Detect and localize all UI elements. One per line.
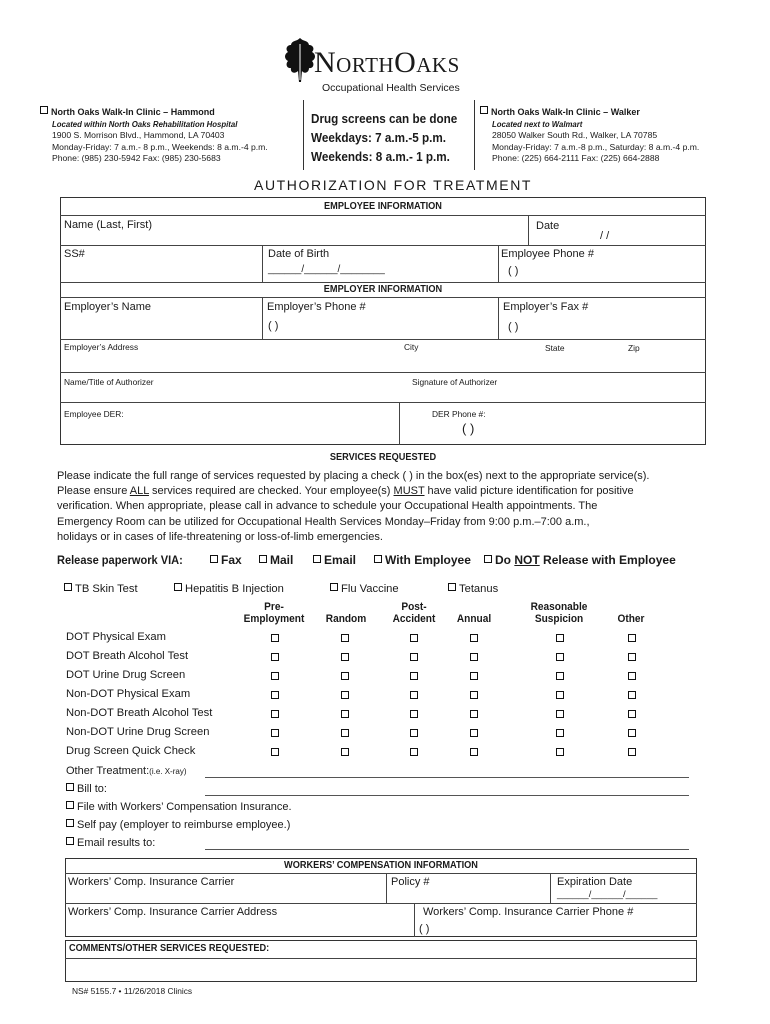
column-header: Other: [617, 613, 645, 625]
workers-comp-option[interactable]: File with Workers’ Compensation Insurance.: [66, 801, 292, 813]
wc-address-label[interactable]: Workers’ Comp. Insurance Carrier Address: [68, 906, 278, 918]
clinic-walker: [480, 106, 699, 165]
service-checkbox[interactable]: [556, 634, 564, 642]
comments-heading: COMMENTS/OTHER SERVICES REQUESTED:: [69, 943, 270, 954]
email-results[interactable]: Email results to:: [66, 837, 155, 849]
column-header: Reasonable Suspicion: [530, 601, 588, 625]
der-phone-label[interactable]: DER Phone #:: [432, 409, 486, 419]
service-checkbox[interactable]: [271, 691, 279, 699]
drug-screen-line3: Weekends: 8 a.m.- 1 p.m.: [311, 149, 450, 164]
employer-name-label[interactable]: Employer’s Name: [64, 301, 152, 313]
drug-screen-hours: [311, 109, 457, 166]
der-label[interactable]: Employee DER:: [64, 409, 124, 419]
service-checkbox[interactable]: [410, 634, 418, 642]
service-checkbox[interactable]: [271, 653, 279, 661]
oak-leaf-icon: [282, 36, 318, 84]
instruction-line: Please indicate the full range of services requested by placing a check ( ) in the box(es) next to the appropriate service(s).: [57, 470, 650, 482]
services-heading: SERVICES REQUESTED: [329, 452, 437, 463]
service-checkbox[interactable]: [271, 634, 279, 642]
release-with-employee[interactable]: With Employee: [374, 553, 471, 567]
service-row-label: Non-DOT Urine Drug Screen: [66, 726, 210, 738]
clinic-hammond-phone: Phone: (985) 230-5942 Fax: (985) 230-5683: [52, 153, 221, 164]
employer-fax-blank: ( ): [508, 321, 519, 333]
service-checkbox[interactable]: [556, 710, 564, 718]
instruction-line: verification. When appropriate, please call in advance to schedule your Occupational Health appointments. The: [57, 500, 598, 513]
service-checkbox[interactable]: [271, 710, 279, 718]
service-checkbox[interactable]: [410, 672, 418, 680]
release-fax[interactable]: Fax: [210, 553, 242, 567]
wc-carrier-label[interactable]: Workers’ Comp. Insurance Carrier: [68, 876, 235, 888]
service-checkbox[interactable]: [341, 634, 349, 642]
checkbox-icon[interactable]: [480, 106, 488, 114]
service-checkbox[interactable]: [410, 710, 418, 718]
clinic-walker-location: Located next to Walmart: [492, 119, 583, 129]
signature-label[interactable]: Signature of Authorizer: [412, 377, 498, 387]
clinic-hammond-hours: Monday-Friday: 7 a.m.- 8 p.m., Weekends: 8 a.m.-4 p.m.: [52, 141, 268, 152]
divider: [474, 100, 475, 170]
service-checkbox[interactable]: [271, 748, 279, 756]
service-checkbox[interactable]: [628, 710, 636, 718]
city-label[interactable]: City: [404, 342, 419, 352]
instruction-line: holidays or in cases of life-threatening or loss-of-limb emergencies.: [57, 530, 383, 543]
hepatitis-b-injection[interactable]: Hepatitis B Injection: [174, 583, 284, 595]
service-checkbox[interactable]: [628, 634, 636, 642]
tb-skin-test[interactable]: TB Skin Test: [64, 583, 138, 595]
drug-screen-line2: Weekdays: 7 a.m.-5 p.m.: [311, 130, 447, 145]
service-checkbox[interactable]: [470, 672, 478, 680]
service-checkbox[interactable]: [470, 748, 478, 756]
service-checkbox[interactable]: [410, 748, 418, 756]
clinic-hammond: [40, 106, 268, 165]
service-checkbox[interactable]: [470, 729, 478, 737]
service-checkbox[interactable]: [556, 748, 564, 756]
drug-screen-line1: Drug screens can be done: [311, 111, 458, 126]
service-checkbox[interactable]: [628, 729, 636, 737]
service-checkbox[interactable]: [628, 748, 636, 756]
zip-label[interactable]: Zip: [628, 343, 640, 353]
release-email[interactable]: Email: [313, 553, 356, 567]
der-phone-blank: ( ): [462, 421, 475, 436]
wc-heading: WORKERS’ COMPENSATION INFORMATION: [284, 860, 478, 871]
employee-name-label[interactable]: Name (Last, First): [64, 219, 153, 231]
service-checkbox[interactable]: [470, 634, 478, 642]
wc-policy-label[interactable]: Policy #: [391, 876, 430, 888]
column-header: Pre- Employment: [243, 601, 305, 625]
employer-address-label[interactable]: Employer’s Address: [64, 342, 139, 352]
state-label[interactable]: State: [545, 343, 565, 353]
column-header: Random: [325, 613, 367, 625]
service-checkbox[interactable]: [341, 672, 349, 680]
self-pay-option[interactable]: Self pay (employer to reimburse employee.): [66, 819, 290, 831]
release-do-not[interactable]: Do NOT Release with Employee: [484, 553, 676, 567]
clinic-hammond-location: Located within North Oaks Rehabilitation Hospital: [52, 119, 238, 129]
tetanus[interactable]: Tetanus: [448, 583, 498, 595]
service-checkbox[interactable]: [341, 710, 349, 718]
service-checkbox[interactable]: [341, 653, 349, 661]
service-checkbox[interactable]: [628, 653, 636, 661]
dob-blank: ______/______/________: [268, 264, 385, 275]
bill-to[interactable]: Bill to:: [66, 783, 107, 795]
wc-phone-label[interactable]: Workers’ Comp. Insurance Carrier Phone #: [423, 906, 634, 918]
service-checkbox[interactable]: [470, 710, 478, 718]
logo-subtitle: Occupational Health Services: [322, 82, 460, 94]
dob-label[interactable]: Date of Birth: [268, 248, 330, 260]
checkbox-icon[interactable]: [40, 106, 48, 114]
wc-phone-blank: ( ): [419, 923, 430, 935]
divider: [303, 100, 304, 170]
service-checkbox[interactable]: [341, 691, 349, 699]
service-row-label: DOT Physical Exam: [66, 631, 166, 643]
service-checkbox[interactable]: [271, 672, 279, 680]
instruction-line: Emergency Room can be utilized for Occupational Health Services Monday–Friday from 9:00 p.m.–7:00 a.m.,: [57, 515, 590, 528]
service-checkbox[interactable]: [410, 653, 418, 661]
employee-phone-label[interactable]: Employee Phone #: [501, 248, 594, 260]
clinic-walker-title: North Oaks Walk-In Clinic – Walker: [491, 107, 640, 117]
service-checkbox[interactable]: [628, 672, 636, 680]
flu-vaccine[interactable]: Flu Vaccine: [330, 583, 399, 595]
logo: [282, 36, 522, 98]
service-row-label: Non-DOT Physical Exam: [66, 688, 191, 700]
column-header: Post- Accident: [392, 601, 436, 625]
clinic-hammond-address: 1900 S. Morrison Blvd., Hammond, LA 70403: [52, 130, 225, 141]
instruction-line: Please ensure ALL services required are checked. Your employee(s) MUST have valid picture identification for positive: [57, 485, 634, 498]
services-instructions: [57, 469, 649, 545]
service-row-label: Non-DOT Breath Alcohol Test: [66, 707, 213, 719]
service-checkbox[interactable]: [556, 729, 564, 737]
date-blank: / /: [600, 230, 610, 242]
authorizer-label[interactable]: Name/Title of Authorizer: [64, 377, 154, 387]
release-label: Release paperwork VIA:: [57, 553, 183, 567]
clinic-walker-address: 28050 Walker South Rd., Walker, LA 70785: [492, 130, 658, 141]
release-row: [57, 553, 194, 567]
wc-expiration-label[interactable]: Expiration Date: [557, 876, 633, 888]
wc-expiration-blank: ______/______/______: [557, 889, 658, 900]
employer-info-heading: EMPLOYER INFORMATION: [323, 284, 443, 295]
release-mail[interactable]: Mail: [259, 553, 293, 567]
clinic-walker-hours: Monday-Friday: 7 a.m.-8 p.m., Saturday: 8 a.m.-4 p.m.: [492, 141, 700, 152]
date-label[interactable]: Date: [536, 220, 560, 232]
service-checkbox[interactable]: [341, 729, 349, 737]
clinic-hammond-title: North Oaks Walk-In Clinic – Hammond: [51, 107, 215, 117]
service-checkbox[interactable]: [470, 691, 478, 699]
service-checkbox[interactable]: [556, 653, 564, 661]
service-checkbox[interactable]: [628, 691, 636, 699]
service-row-label: DOT Breath Alcohol Test: [66, 650, 189, 662]
service-checkbox[interactable]: [410, 691, 418, 699]
employer-fax-label[interactable]: Employer’s Fax #: [503, 301, 589, 313]
service-checkbox[interactable]: [470, 653, 478, 661]
logo-oaks: Oaks: [394, 46, 460, 79]
service-checkbox[interactable]: [410, 729, 418, 737]
service-checkbox[interactable]: [556, 672, 564, 680]
service-row-label: Drug Screen Quick Check: [66, 745, 196, 757]
service-checkbox[interactable]: [556, 691, 564, 699]
form-title: AUTHORIZATION FOR TREATMENT: [254, 177, 533, 193]
service-row-label: DOT Urine Drug Screen: [66, 669, 186, 681]
footer: NS# 5155.7 • 11/26/2018 Clinics: [72, 986, 193, 996]
clinic-walker-phone: Phone: (225) 664-2111 Fax: (225) 664-2888: [492, 153, 660, 164]
other-treatment-label[interactable]: Other Treatment:(i.e. X-ray): [66, 765, 187, 777]
employer-phone-label[interactable]: Employer’s Phone #: [267, 301, 366, 313]
service-checkbox[interactable]: [271, 729, 279, 737]
ss-label[interactable]: SS#: [64, 248, 85, 260]
column-header: Annual: [456, 613, 492, 625]
employee-phone-blank: ( ): [508, 265, 519, 277]
employer-phone-blank: ( ): [268, 320, 279, 332]
service-checkbox[interactable]: [341, 748, 349, 756]
employee-info-heading: EMPLOYEE INFORMATION: [324, 201, 442, 212]
logo-north: North: [314, 46, 395, 79]
